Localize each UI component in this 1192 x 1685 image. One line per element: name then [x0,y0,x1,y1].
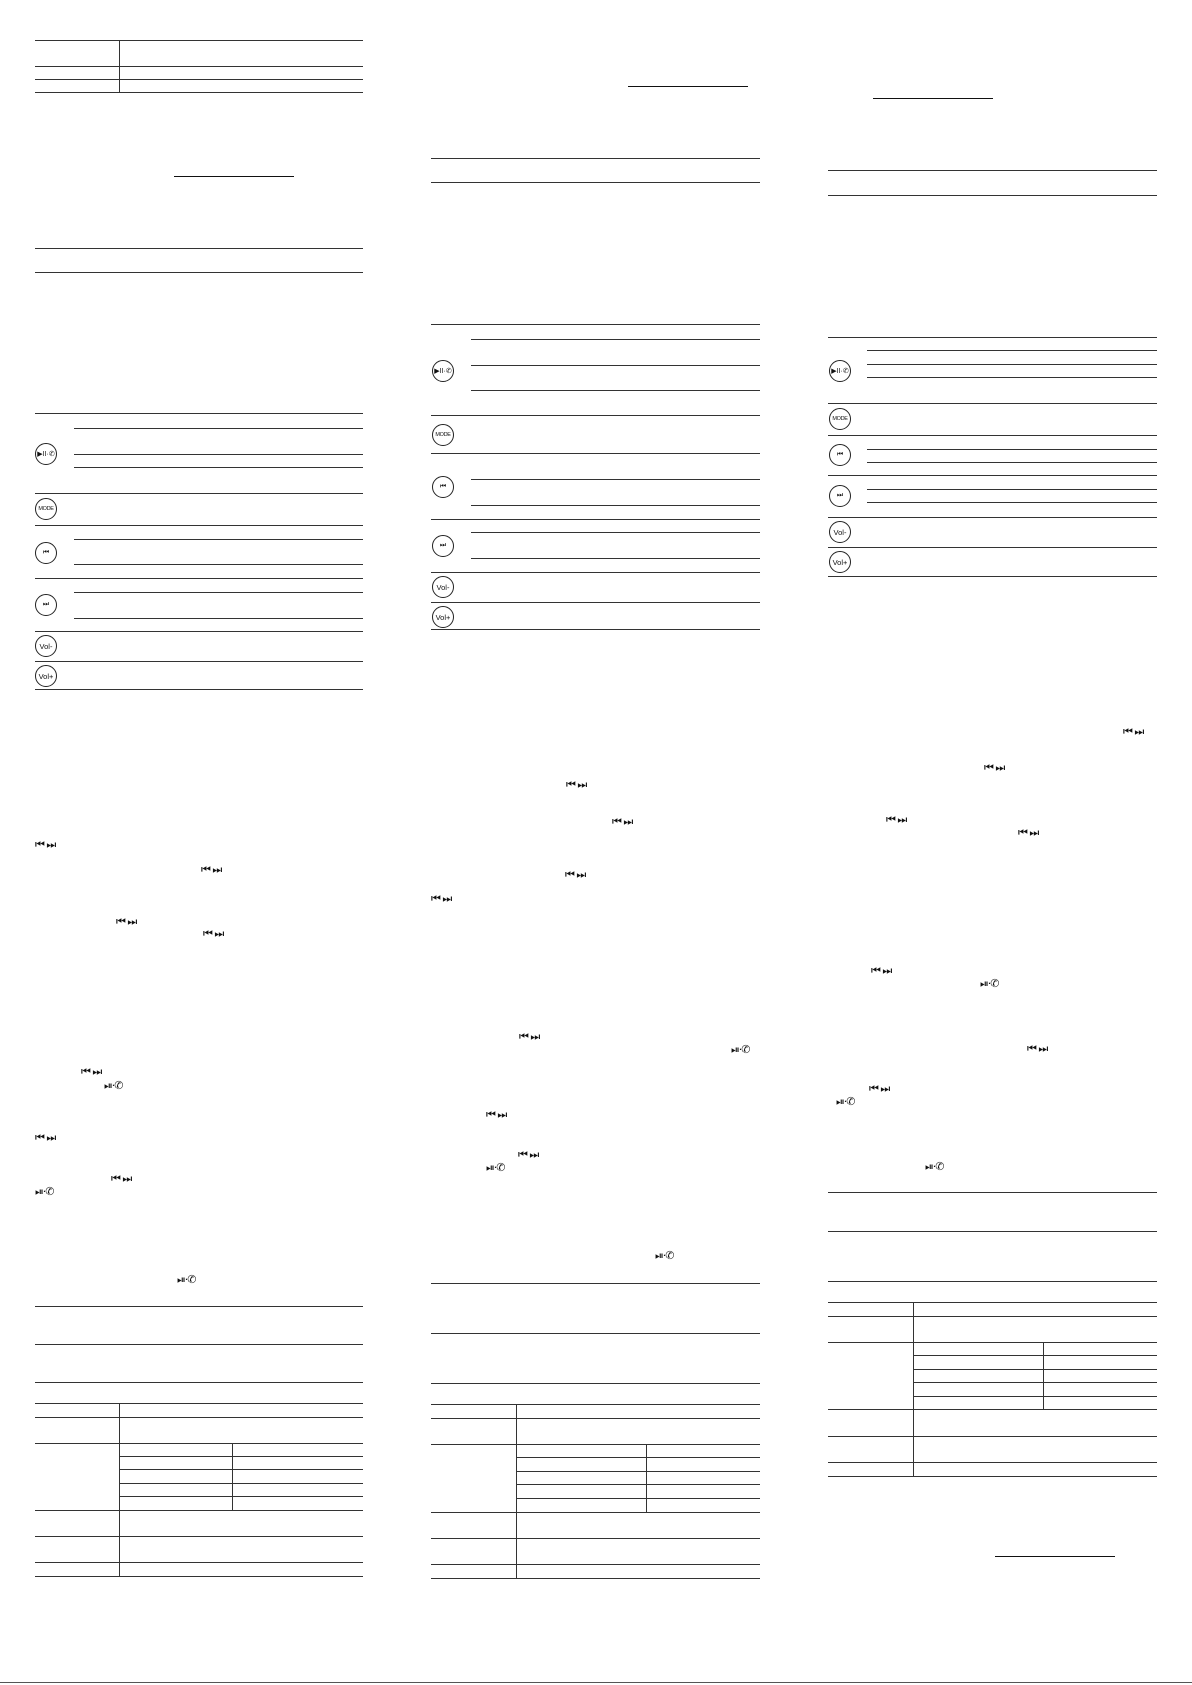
button-table-rule [35,578,363,579]
section-rule [35,1382,363,1383]
button-table-rule [35,525,363,526]
vol-up-button-icon: Vol+ [829,551,851,573]
button-table-rule [35,631,363,632]
spec-table-rule [516,1484,760,1485]
prev-button-icon: ⏮ [35,542,57,564]
spec-table-rule [35,1510,363,1511]
skip-icon: ⏮ ⏭ [201,863,222,876]
spec-table-divider [1043,1342,1044,1409]
button-table-rule [867,350,1157,351]
section-rule [828,170,1157,171]
table-divider [119,40,120,92]
button-table-rule [867,377,1157,378]
button-table-rule [471,558,760,559]
skip-icon: ⏮ ⏭ [35,838,56,851]
section-rule [431,1283,760,1284]
button-table-rule [74,592,363,593]
spec-table-rule [431,1512,760,1513]
section-rule [431,182,760,183]
vol-down-button-icon: Vol- [35,635,57,657]
button-table-rule [828,435,1157,436]
button-table-rule [35,413,363,414]
play-call-icon: ⏯·✆ [980,977,999,990]
button-table-rule [828,403,1157,404]
skip-icon: ⏮ ⏭ [111,1172,132,1185]
button-table-rule [828,547,1157,548]
mode-button-icon: MODE [432,424,454,446]
spec-table-rule [913,1382,1157,1383]
section-rule [35,272,363,273]
spec-table-rule [431,1538,760,1539]
spec-table-rule [35,1443,363,1444]
skip-icon: ⏮ ⏭ [612,815,633,828]
button-table-rule [431,629,760,630]
spec-table-rule [35,1417,363,1418]
skip-icon: ⏮ ⏭ [116,915,137,928]
play-call-icon: ⏯·✆ [104,1079,123,1092]
button-table-rule [431,519,760,520]
button-table-rule [431,415,760,416]
play-call-icon: ⏯·✆ [655,1249,674,1262]
button-table-rule [74,428,363,429]
spec-table-divider [516,1404,517,1578]
table-rule [35,40,363,41]
vol-down-button-icon: Vol- [432,576,454,598]
spec-table-rule [35,1576,363,1577]
play-call-button-icon: ▶II·✆ [829,360,851,382]
button-table-rule [74,618,363,619]
button-table-rule [471,365,760,366]
button-table-rule [867,449,1157,450]
button-table-rule [74,467,363,468]
table-rule [35,66,363,67]
button-table-rule [828,337,1157,338]
button-table-rule [35,661,363,662]
spec-table-rule [516,1471,760,1472]
section-rule [828,1231,1157,1232]
next-button-icon: ⏭ [432,535,454,557]
skip-icon: ⏮ ⏭ [518,1148,539,1161]
spec-table-rule [431,1444,760,1445]
spec-table-rule [35,1562,363,1563]
next-button-icon: ⏭ [829,485,851,507]
skip-icon: ⏮ ⏭ [1027,1042,1048,1055]
button-table-rule [867,502,1157,503]
skip-icon: ⏮ ⏭ [203,927,224,940]
play-call-icon: ⏯·✆ [177,1273,196,1286]
play-call-icon: ⏯·✆ [35,1185,54,1198]
spec-table-rule [828,1409,1157,1410]
spec-table-rule [119,1496,363,1497]
section-rule [431,1333,760,1334]
skip-icon: ⏮ ⏭ [871,964,892,977]
play-call-icon: ⏯·✆ [731,1043,750,1056]
prev-button-icon: ⏮ [432,476,454,498]
spec-table-rule [119,1456,363,1457]
spec-table-divider [232,1443,233,1510]
button-table-rule [867,462,1157,463]
spec-table-divider [119,1403,120,1576]
button-table-rule [35,493,363,494]
section-rule [431,1383,760,1384]
button-table-rule [867,489,1157,490]
play-call-button-icon: ▶II·✆ [35,443,57,465]
skip-icon: ⏮ ⏭ [984,761,1005,774]
spec-table-rule [913,1369,1157,1370]
skip-icon: ⏮ ⏭ [886,813,907,826]
button-table-rule [471,505,760,506]
spec-table-rule [828,1436,1157,1437]
skip-icon: ⏮ ⏭ [431,892,452,905]
skip-icon: ⏮ ⏭ [486,1108,507,1121]
skip-icon: ⏮ ⏭ [1018,826,1039,839]
vol-up-button-icon: Vol+ [432,606,454,628]
play-call-icon: ⏯·✆ [925,1160,944,1173]
button-table-rule [471,532,760,533]
spec-table-rule [913,1355,1157,1356]
button-table-rule [431,602,760,603]
play-call-icon: ⏯·✆ [836,1095,855,1108]
vol-up-button-icon: Vol+ [35,665,57,687]
spec-table-rule [828,1462,1157,1463]
button-table-rule [828,475,1157,476]
skip-icon: ⏮ ⏭ [81,1065,102,1078]
spec-table-rule [516,1457,760,1458]
skip-icon: ⏮ ⏭ [566,778,587,791]
next-button-icon: ⏭ [35,594,57,616]
spec-table-rule [119,1483,363,1484]
play-call-button-icon: ▶II·✆ [432,360,454,382]
section-rule [35,1344,363,1345]
button-table-rule [828,517,1157,518]
spec-table-rule [828,1342,1157,1343]
spec-table-rule [828,1476,1157,1477]
button-table-rule [74,454,363,455]
page-bottom-rule [0,1682,1192,1683]
button-table-rule [431,572,760,573]
section-rule [35,248,363,249]
skip-icon: ⏮ ⏭ [1123,725,1144,738]
mode-button-icon: MODE [35,498,57,520]
button-table-rule [431,453,760,454]
spec-table-rule [431,1404,760,1405]
spec-table-rule [431,1578,760,1579]
button-table-rule [867,364,1157,365]
heading-underline [174,176,294,177]
button-table-rule [828,576,1157,577]
button-table-rule [74,539,363,540]
section-rule [35,1306,363,1307]
spec-table-rule [431,1564,760,1565]
mode-button-icon: MODE [829,408,851,430]
spec-table-rule [828,1302,1157,1303]
spec-table-divider [646,1444,647,1512]
spec-table-rule [913,1396,1157,1397]
spec-table-rule [431,1418,760,1419]
prev-button-icon: ⏮ [829,444,851,466]
play-call-icon: ⏯·✆ [486,1161,505,1174]
spec-table-rule [35,1536,363,1537]
skip-icon: ⏮ ⏭ [35,1131,56,1144]
table-rule [35,92,363,93]
skip-icon: ⏮ ⏭ [519,1030,540,1043]
vol-down-button-icon: Vol- [829,521,851,543]
skip-icon: ⏮ ⏭ [565,868,586,881]
heading-underline [873,98,993,99]
button-table-rule [35,689,363,690]
skip-icon: ⏮ ⏭ [869,1082,890,1095]
button-table-rule [471,339,760,340]
table-rule [35,79,363,80]
button-table-rule [431,324,760,325]
heading-underline [995,1556,1115,1557]
spec-table-rule [516,1498,760,1499]
button-table-rule [74,564,363,565]
spec-table-divider [913,1302,914,1476]
button-table-rule [471,390,760,391]
heading-underline [628,86,748,87]
section-rule [828,1192,1157,1193]
button-table-rule [471,479,760,480]
section-rule [431,158,760,159]
spec-table-rule [828,1316,1157,1317]
spec-table-rule [35,1403,363,1404]
section-rule [828,1281,1157,1282]
section-rule [828,195,1157,196]
spec-table-rule [119,1469,363,1470]
